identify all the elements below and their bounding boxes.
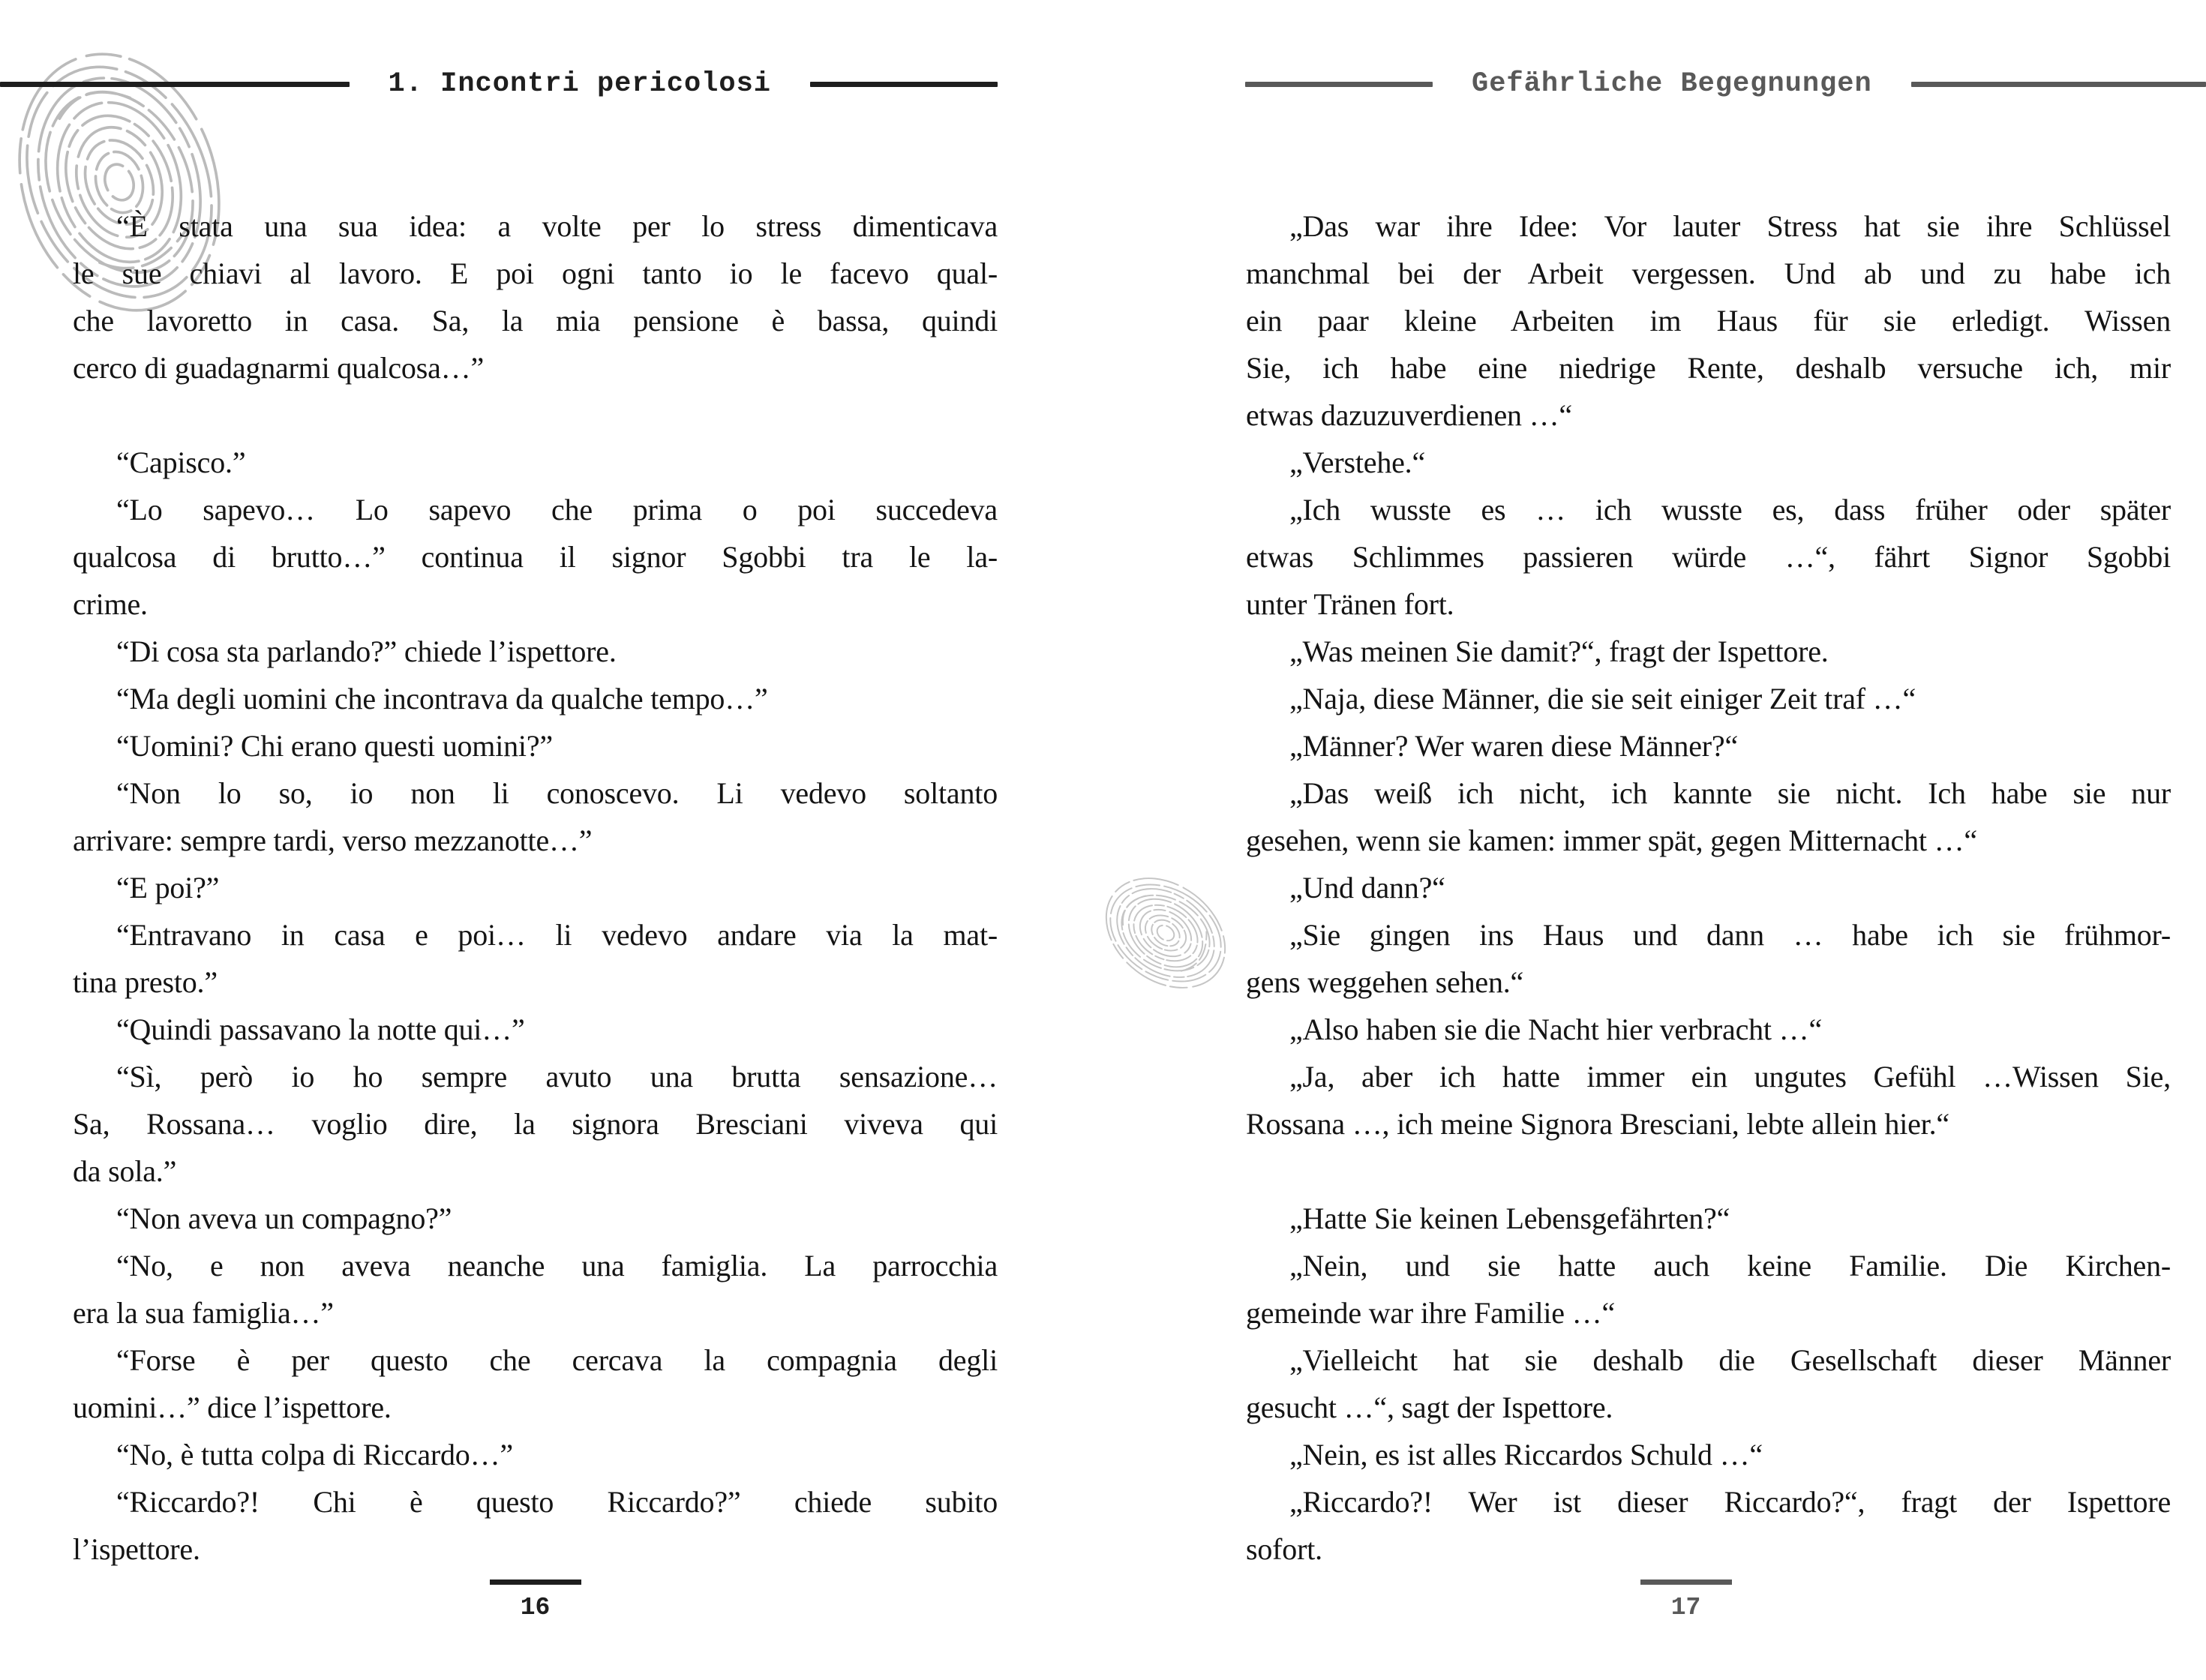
text-line: l’ispettore. xyxy=(73,1532,200,1566)
text-line: tina presto.” xyxy=(73,965,218,999)
right-running-head xyxy=(1245,66,2206,102)
right-page-text-column xyxy=(1246,202,2171,1573)
text-line: da sola.” xyxy=(73,1154,177,1188)
text-line: ein paar kleine Arbeiten im Haus für sie erledigt. Wissen xyxy=(1246,304,2171,338)
text-line: che lavoretto in casa. Sa, la mia pensione è bassa, quindi xyxy=(73,304,998,338)
text-line: arrivare: sempre tardi, verso mezzanotte…” xyxy=(73,824,593,857)
text-line: unter Tränen fort. xyxy=(1246,587,1454,621)
text-line: „Also haben sie die Nacht hier verbracht …“ xyxy=(1289,1012,1822,1046)
text-line: era la sua famiglia…” xyxy=(73,1296,334,1330)
text-line: “Ma degli uomini che incontrava da qualche tempo…” xyxy=(116,682,768,716)
text-line: “Sì, però io ho sempre avuto una brutta sensazione… xyxy=(116,1060,998,1094)
text-line: qualcosa di brutto…” continua il signor Sgobbi tra le la- xyxy=(73,540,998,574)
right-page-number: 17 xyxy=(1670,1594,1701,1622)
text-line: „Sie gingen ins Haus und dann … habe ich sie frühmor- xyxy=(1289,918,2171,952)
right-footer-rule xyxy=(1640,1580,1732,1585)
text-line: „Männer? Wer waren diese Männer?“ xyxy=(1289,729,1739,763)
text-line: sofort. xyxy=(1246,1532,1322,1566)
text-line: „Was meinen Sie damit?“, fragt der Ispettore. xyxy=(1289,634,1829,668)
header-rule-outer-left xyxy=(0,82,350,87)
text-line: manchmal bei der Arbeit vergessen. Und ab und zu habe ich xyxy=(1246,256,2171,290)
text-line: “E poi?” xyxy=(116,871,220,904)
text-line: etwas dazuzuverdienen …“ xyxy=(1246,398,1572,432)
text-line: etwas Schlimmes passieren würde …“, fährt Signor Sgobbi xyxy=(1246,540,2171,574)
left-running-head xyxy=(0,66,998,102)
text-line: Sie, ich habe eine niedrige Rente, deshalb versuche ich, mir xyxy=(1246,351,2171,385)
text-line: „Ja, aber ich hatte immer ein ungutes Gefühl …Wissen Sie, xyxy=(1289,1060,2171,1094)
text-line: „Und dann?“ xyxy=(1289,871,1445,904)
text-line: “Uomini? Chi erano questi uomini?” xyxy=(116,729,553,763)
left-footer-rule xyxy=(490,1580,581,1585)
text-line: Rossana …, ich meine Signora Bresciani, lebte allein hier.“ xyxy=(1246,1107,1949,1141)
text-line: „Nein, es ist alles Riccardos Schuld …“ xyxy=(1289,1438,1763,1472)
text-line: “Quindi passavano la notte qui…” xyxy=(116,1012,525,1046)
text-line: gesehen, wenn sie kamen: immer spät, gegen Mitternacht …“ xyxy=(1246,824,1977,857)
text-line: Sa, Rossana… voglio dire, la signora Bresciani viveva qui xyxy=(73,1107,998,1141)
text-line: „Naja, diese Männer, die sie seit einiger Zeit traf …“ xyxy=(1289,682,1916,716)
header-rule-inner-right xyxy=(1245,82,1433,87)
page-right xyxy=(1103,0,2206,1680)
text-line: “Non aveva un compagno?” xyxy=(116,1202,452,1235)
right-page-footer xyxy=(1223,1580,2148,1622)
text-line: “No, e non aveva neanche una famiglia. La parrocchia xyxy=(116,1249,998,1282)
header-rule-inner-left xyxy=(810,82,998,87)
text-line: uomini…” dice l’ispettore. xyxy=(73,1390,392,1424)
text-line: „Nein, und sie hatte auch keine Familie. Die Kirchen- xyxy=(1289,1249,2171,1282)
text-line: “Di cosa sta parlando?” chiede l’ispettore. xyxy=(116,634,617,668)
text-line: “Non lo so, io non li conoscevo. Li vedevo soltanto xyxy=(116,776,998,810)
text-line: „Das war ihre Idee: Vor lauter Stress hat sie ihre Schlüssel xyxy=(1289,209,2171,243)
text-line: cerco di guadagnarmi qualcosa…” xyxy=(73,351,484,385)
blank-line xyxy=(1246,1148,2171,1195)
left-page-number: 16 xyxy=(520,1594,551,1622)
text-line: “Forse è per questo che cercava la compagnia degli xyxy=(116,1343,998,1377)
left-page-text-column xyxy=(73,202,998,1573)
text-line: “Lo sapevo… Lo sapevo che prima o poi succedeva xyxy=(116,493,998,526)
text-line: “No, è tutta colpa di Riccardo…” xyxy=(116,1438,513,1472)
left-page-footer xyxy=(73,1580,998,1622)
text-line: „Riccardo?! Wer ist dieser Riccardo?“, fragt der Ispettore xyxy=(1289,1485,2171,1519)
blank-line xyxy=(73,392,998,439)
text-line: „Das weiß ich nicht, ich kannte sie nicht. Ich habe sie nur xyxy=(1289,776,2171,810)
text-line: „Ich wusste es … ich wusste es, dass früher oder später xyxy=(1289,493,2171,526)
text-line: crime. xyxy=(73,587,148,621)
right-page-header-title: Gefährliche Begegnungen xyxy=(1472,68,1872,100)
text-line: “Capisco.” xyxy=(116,446,246,479)
text-line: “Entravano in casa e poi… li vedevo andare via la mat- xyxy=(116,918,998,952)
text-line: „Vielleicht hat sie deshalb die Gesellschaft dieser Männer xyxy=(1289,1343,2171,1377)
header-rule-outer-right xyxy=(1911,82,2206,87)
text-line: “È stata una sua idea: a volte per lo stress dimenticava xyxy=(116,209,998,243)
text-line: „Verstehe.“ xyxy=(1289,446,1426,479)
text-line: gemeinde war ihre Familie …“ xyxy=(1246,1296,1615,1330)
text-line: le sue chiavi al lavoro. E poi ogni tanto io le facevo qual- xyxy=(73,256,998,290)
left-page-header-title: 1. Incontri pericolosi xyxy=(388,68,771,100)
text-line: gesucht …“, sagt der Ispettore. xyxy=(1246,1390,1613,1424)
text-line: gens weggehen sehen.“ xyxy=(1246,965,1524,999)
text-line: „Hatte Sie keinen Lebensgefährten?“ xyxy=(1289,1202,1730,1235)
text-line: “Riccardo?! Chi è questo Riccardo?” chiede subito xyxy=(116,1485,998,1519)
